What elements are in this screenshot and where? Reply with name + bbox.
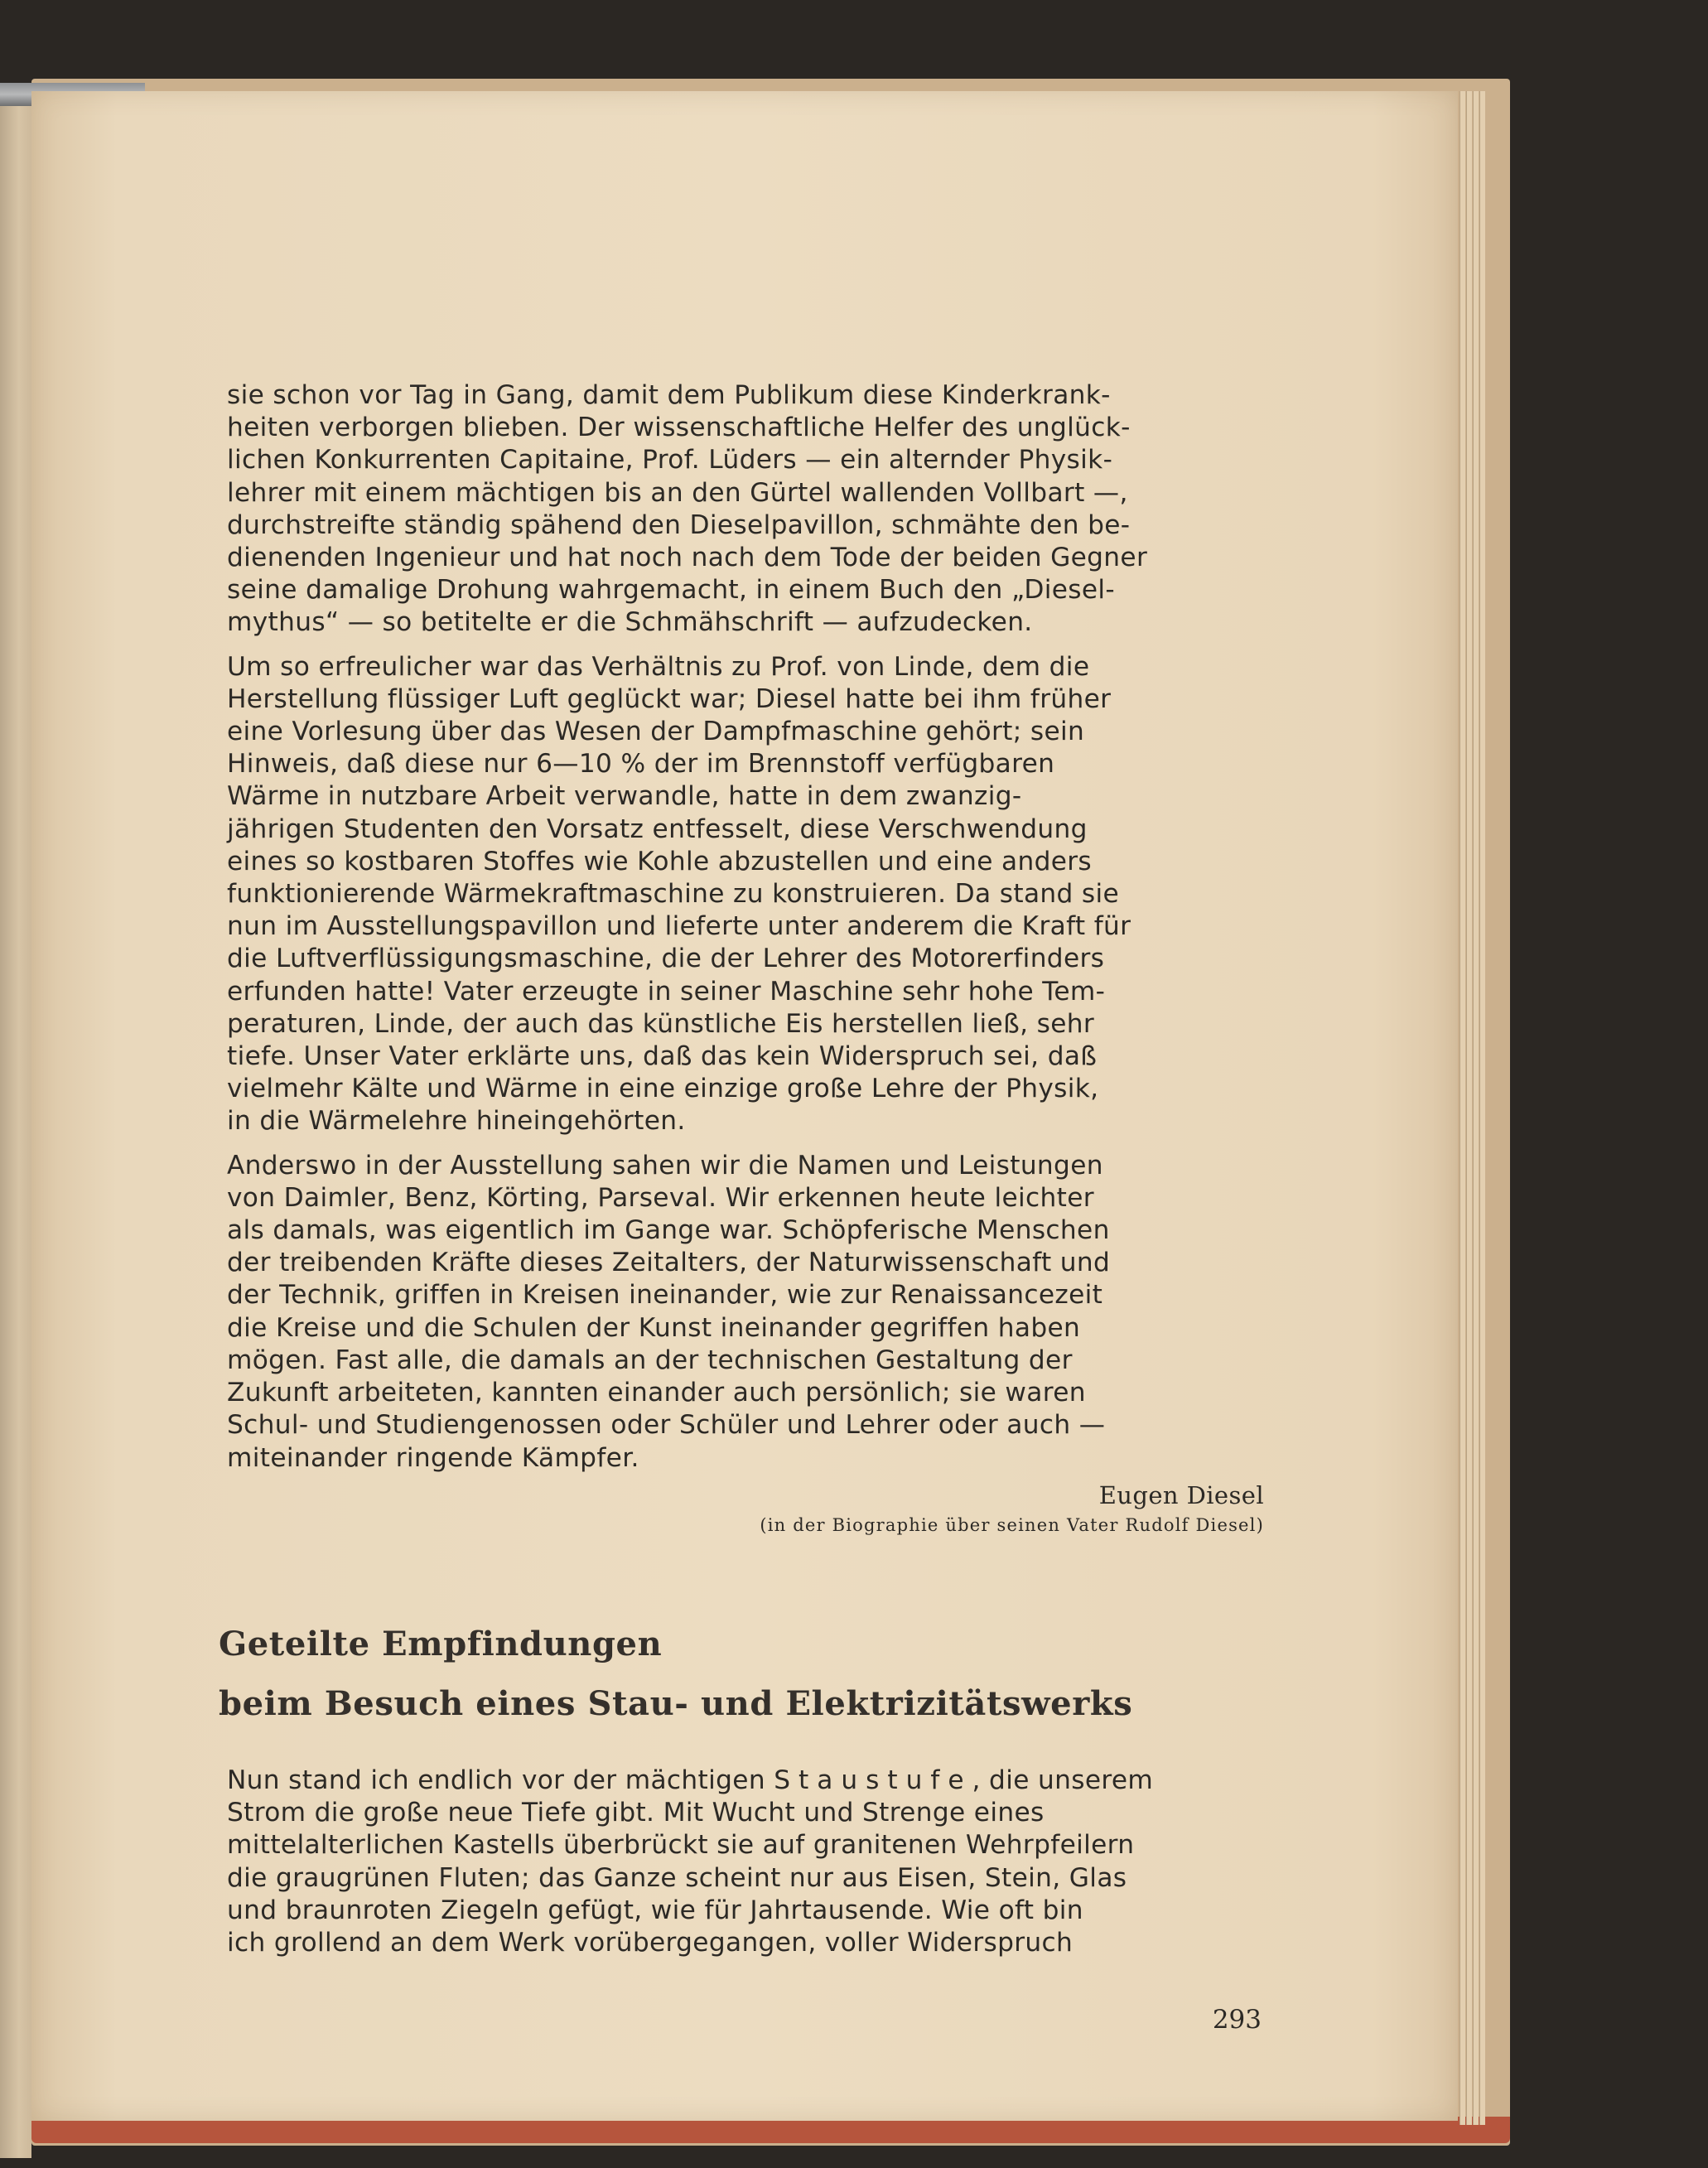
text-line: die Luftverflüssigungsmaschine, die der Lehrer des Motorerfinders: [227, 944, 1105, 974]
text-line: mögen. Fast alle, die damals an der technischen Gestaltung der: [227, 1345, 1073, 1375]
text-line: jährigen Studenten den Vorsatz entfesselt, diese Verschwendung: [227, 814, 1088, 844]
text-line: lehrer mit einem mächtigen bis an den Gürtel wallenden Vollbart —,: [227, 477, 1128, 508]
text-line: nun im Ausstellungspavillon und lieferte unter anderem die Kraft für: [227, 911, 1131, 942]
text-line: der Technik, griffen in Kreisen ineinander, wie zur Renaissancezeit: [227, 1280, 1103, 1311]
attribution-author: Eugen Diesel: [1098, 1480, 1264, 1509]
page-number: 293: [1212, 2005, 1262, 2035]
text-line: miteinander ringende Kämpfer.: [227, 1442, 639, 1473]
text-line: Wärme in nutzbare Arbeit verwandle, hatte in dem zwanzig-: [227, 781, 1022, 812]
text-line: ich grollend an dem Werk vorübergegangen, voller Widerspruch: [227, 1928, 1074, 1958]
text-line: dienenden Ingenieur und hat noch nach dem Tode der beiden Gegner: [227, 543, 1148, 573]
emphasized-word: Staustufe: [774, 1765, 972, 1795]
text-line: Schul- und Studiengenossen oder Schüler und Lehrer oder auch —: [227, 1410, 1106, 1441]
text-line: eines so kostbaren Stoffes wie Kohle abzustellen und eine anders: [227, 846, 1093, 876]
text-line: heiten verborgen blieben. Der wissenschaftliche Helfer des unglück-: [227, 413, 1131, 443]
text-line: Hinweis, daß diese nur 6—10 % der im Brennstoff verfügbaren: [227, 749, 1055, 780]
text-line: mythus“ — so betitelte er die Schmähschrift — aufzudecken.: [227, 607, 1033, 638]
text-line: tiefe. Unser Vater erklärte uns, daß das kein Widerspruch sei, daß: [227, 1041, 1098, 1072]
book-page: [31, 91, 1458, 2121]
left-page-edge: [0, 87, 31, 2158]
text-line: vielmehr Kälte und Wärme in eine einzige große Lehre der Physik,: [227, 1074, 1099, 1104]
text-line: der treibenden Kräfte dieses Zeitalters, der Naturwissenschaft und: [227, 1248, 1111, 1278]
final-text: [227, 1765, 1264, 1959]
text-line: lichen Konkurrenten Capitaine, Prof. Lüders — ein alternder Physik-: [227, 445, 1113, 476]
text-line: Zukunft arbeiteten, kannten einander auch persönlich; sie waren: [227, 1378, 1086, 1408]
text-line: mittelalterlichen Kastells überbrückt sie auf granitenen Wehrpfeilern: [227, 1830, 1135, 1861]
text-fragment: Nun stand ich endlich vor der mächtigen: [227, 1765, 774, 1795]
page-edge: [1479, 91, 1485, 2125]
text-fragment: , die unserem: [972, 1765, 1154, 1795]
section-heading-line-1: Geteilte Empfindungen: [219, 1625, 663, 1663]
text-line: Anderswo in der Ausstellung sahen wir die Namen und Leistungen: [227, 1150, 1103, 1181]
text-line: erfunden hatte! Vater erzeugte in seiner Maschine sehr hohe Tem-: [227, 976, 1106, 1007]
text-line: seine damalige Drohung wahrgemacht, in einem Buch den „Diesel-: [227, 575, 1116, 606]
paragraph: [227, 651, 1264, 1138]
paragraph: [227, 379, 1264, 640]
text-line: eine Vorlesung über das Wesen der Dampfmaschine gehört; sein: [227, 717, 1085, 747]
text-line: die Kreise und die Schulen der Kunst ineinander gegriffen haben: [227, 1312, 1081, 1343]
text-line: in die Wärmelehre hineingehörten.: [227, 1106, 686, 1137]
text-line: Strom die große neue Tiefe gibt. Mit Wucht und Strenge eines: [227, 1798, 1045, 1828]
section-heading-line-2: beim Besuch eines Stau- und Elektrizitätswerks: [219, 1684, 1133, 1723]
paragraph: [227, 1765, 1264, 1959]
attribution-source: (in der Biographie über seinen Vater Rudolf Diesel): [760, 1514, 1264, 1535]
text-line: sie schon vor Tag in Gang, damit dem Publikum diese Kinderkrank-: [227, 380, 1111, 410]
page-edge: [1473, 91, 1479, 2125]
text-line: und braunroten Ziegeln gefügt, wie für Jahrtausende. Wie oft bin: [227, 1895, 1083, 1925]
text-line: die graugrünen Fluten; das Ganze scheint nur aus Eisen, Stein, Glas: [227, 1862, 1127, 1893]
text-line: durchstreifte ständig spähend den Dieselpavillon, schmähte den be-: [227, 509, 1131, 540]
text-line: Um so erfreulicher war das Verhältnis zu Prof. von Linde, dem die: [227, 651, 1090, 682]
text-line: als damals, was eigentlich im Gange war. Schöpferische Menschen: [227, 1215, 1110, 1246]
text-line: peraturen, Linde, der auch das künstliche Eis herstellen ließ, sehr: [227, 1008, 1095, 1039]
page-edge: [1466, 91, 1472, 2125]
paragraph: [227, 1150, 1264, 1475]
text-line: von Daimler, Benz, Körting, Parseval. Wir erkennen heute leichter: [227, 1182, 1094, 1213]
text-line: Herstellung flüssiger Luft geglückt war; Diesel hatte bei ihm früher: [227, 683, 1112, 714]
page-edge: [1460, 91, 1465, 2125]
main-text: [227, 379, 1264, 1538]
text-line: funktionierende Wärmekraftmaschine zu konstruieren. Da stand sie: [227, 879, 1120, 910]
